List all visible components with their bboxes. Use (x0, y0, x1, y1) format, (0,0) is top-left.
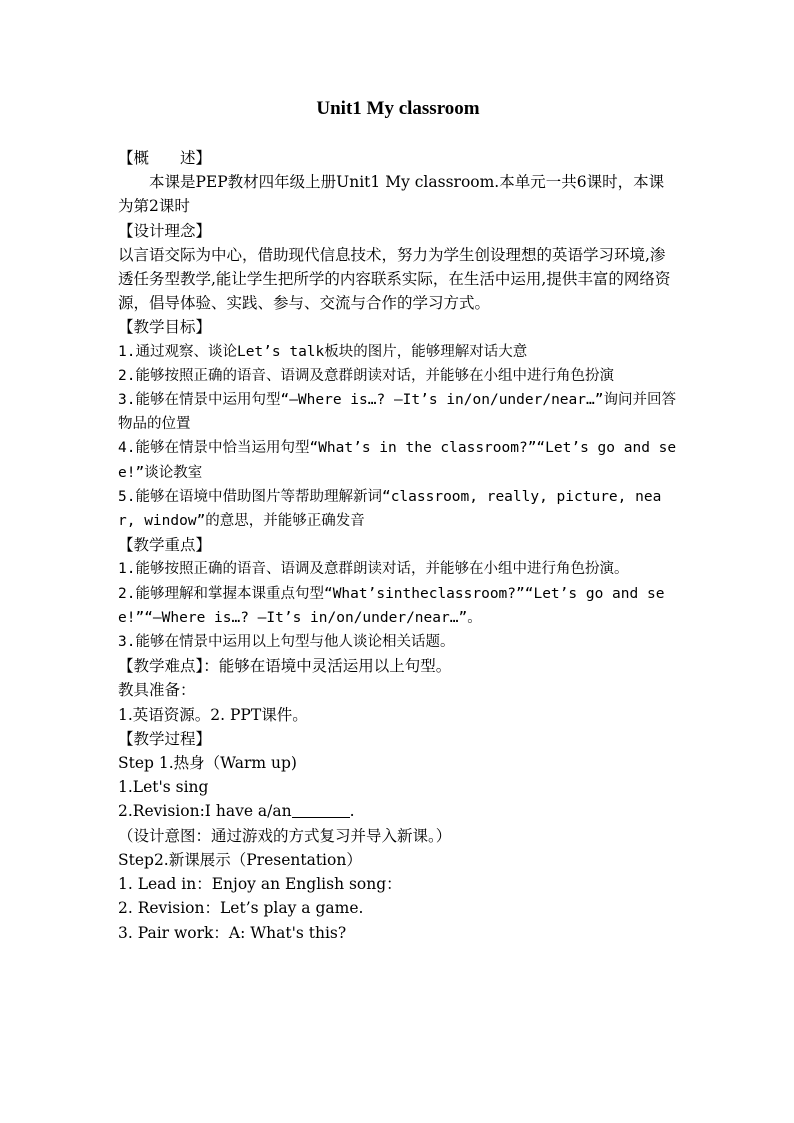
step2-item: 3. Pair work：A: What's this? (118, 923, 347, 942)
goal-item: 1.通过观察、谈论Let’s talk板块的图片，能够理解对话大意 (118, 343, 528, 360)
difficulty-text: 【教学难点】：能够在语境中灵活运用以上句型。 (118, 657, 452, 676)
overview-heading: 【概 述】 (118, 149, 212, 167)
overview-text: 本课是PEP教材四年级上册Unit1 My classroom.本单元一共6课时，本课为第2课时 (118, 173, 665, 216)
revision-end: . (349, 802, 355, 821)
design-text: 以言语交际为中心，借助现代信息技术，努力为学生创设理想的英语学习环境,渗透任务型教学,能让学生把所学的内容联系实际，在生活中运用,提供丰富的网络资源，倡导体验、实践、参与、交流与合作的学习方式。 (118, 245, 671, 313)
step1-item: 1.Let's sing (118, 778, 209, 797)
step2-heading: Step2.新课展示（Presentation） (118, 850, 362, 869)
step1-item-revision (118, 799, 678, 823)
goal-item: 3.能够在情景中运用句型“—Where is…? —It’s in/on/under/near…”询问并回答物品的位置 (118, 392, 676, 433)
process-heading: 【教学过程】 (118, 729, 212, 748)
goal-item: 2.能够按照正确的语音、语调及意群朗读对话，并能够在小组中进行角色扮演 (118, 367, 614, 384)
prep-heading: 教具准备： (118, 681, 196, 700)
goals-heading: 【教学目标】 (118, 318, 212, 337)
goal-item: 5.能够在语境中借助图片等帮助理解新词“classroom, really, picture, near, window”的意思，并能够正确发音 (118, 488, 662, 530)
document-title: Unit1 My classroom (316, 98, 480, 119)
step2-item: 1. Lead in：Enjoy an English song： (118, 875, 402, 894)
prep-text: 1.英语资源。2. PPT课件。 (118, 705, 308, 724)
fill-blank (292, 803, 350, 818)
step2-item: 2. Revision：Let’s play a game. (118, 899, 364, 918)
step1-note: （设计意图：通过游戏的方式复习并导入新课。） (118, 826, 452, 845)
step1-heading: Step 1.热身（Warm up) (118, 754, 297, 773)
key-heading: 【教学重点】 (118, 536, 212, 555)
key-point: 3.能够在情景中运用以上句型与他人谈论相关话题。 (118, 634, 455, 651)
key-point: 2.能够理解和掌握本课重点句型“What’sintheclassroom?”“Let’s go and see!”“—Where is…? —It’s in/on/under/near…”。 (118, 585, 665, 626)
document-body (118, 96, 678, 945)
key-point: 1.能够按照正确的语音、语调及意群朗读对话，并能够在小组中进行角色扮演。 (118, 561, 629, 578)
design-heading: 【设计理念】 (118, 221, 212, 240)
revision-text: 2.Revision:I have a/an (118, 802, 292, 821)
goal-item: 4.能够在情景中恰当运用句型“What’s in the classroom?”“Let’s go and see!”谈论教室 (118, 440, 677, 481)
